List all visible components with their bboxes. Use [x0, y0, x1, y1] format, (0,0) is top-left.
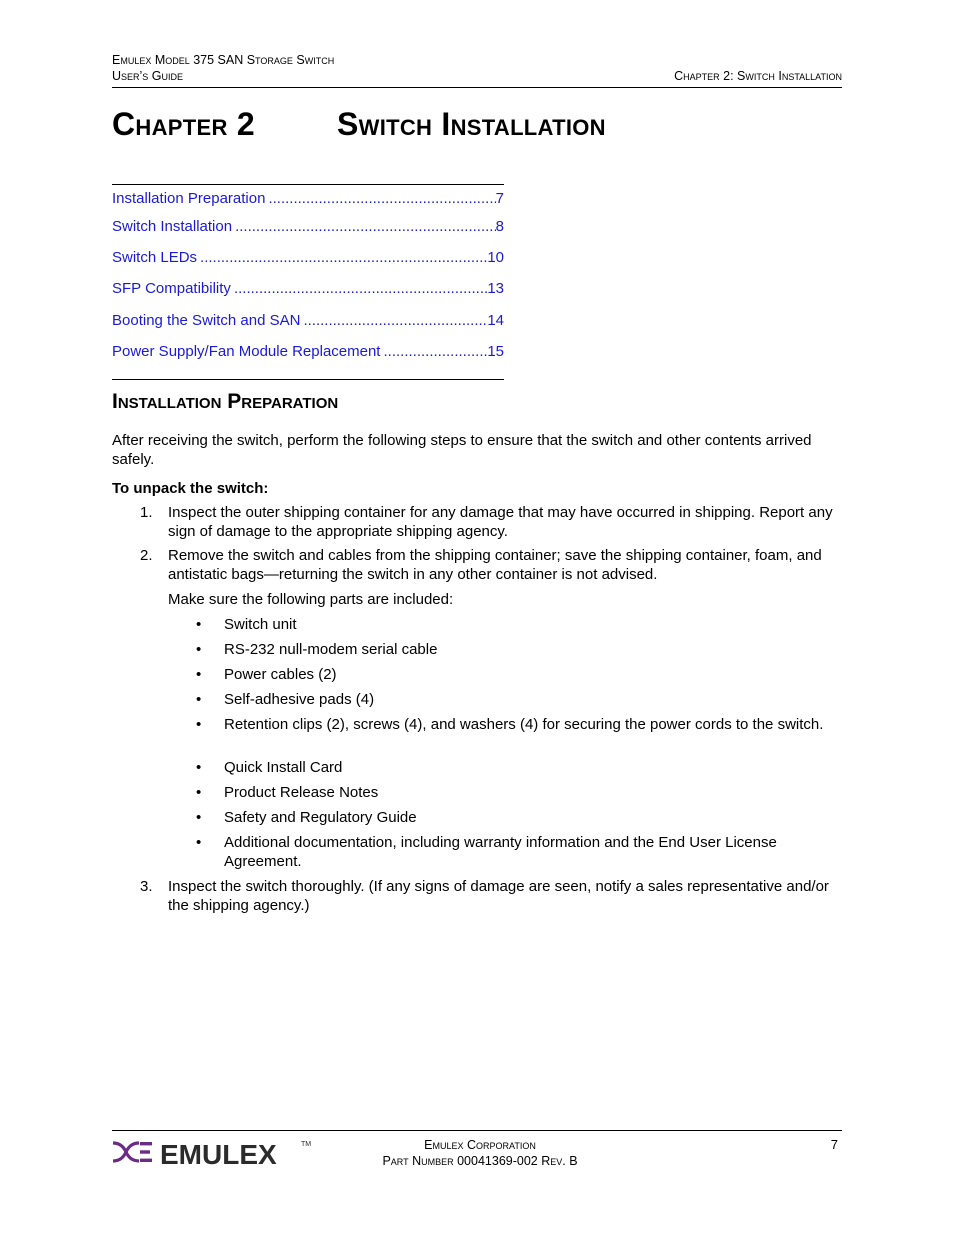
header-rule	[112, 87, 842, 88]
toc-entry-title[interactable]: SFP Compatibility	[112, 280, 231, 298]
parts-intro: Make sure the following parts are included:	[168, 591, 454, 608]
toc-leader-dots	[235, 217, 496, 236]
step-text: Inspect the switch thoroughly. (If any signs of damage are seen, notify a sales representative and/or the shipping agency.)	[168, 878, 829, 914]
procedure-step	[112, 503, 842, 541]
toc-entry-page[interactable]: 15	[487, 342, 504, 360]
toc-entry[interactable]	[112, 311, 504, 342]
bullet: •	[196, 809, 202, 826]
toc-leader-dots	[234, 279, 487, 298]
parts-list-item	[196, 833, 826, 871]
toc-entry[interactable]	[112, 217, 504, 248]
chapter-number: Chapter 2	[112, 106, 255, 142]
step-text: Remove the switch and cables from the shipping container; save the shipping container, foam, and antistatic bags—returning the switch in any other container is not advised.	[168, 547, 822, 583]
chapter-name: Switch Installation	[337, 106, 606, 142]
step-number: 2.	[140, 547, 153, 564]
logo-trademark: TM	[301, 1141, 312, 1148]
logo-wordmark: EMULEX	[160, 1139, 277, 1170]
toc-leader-dots	[303, 311, 487, 330]
parts-list-text: Safety and Regulatory Guide	[224, 809, 417, 826]
parts-list-text: Power cables (2)	[224, 666, 337, 683]
procedure-step	[112, 877, 842, 915]
parts-list-item	[196, 808, 826, 827]
footer-center	[320, 1137, 640, 1169]
step-text: Inspect the outer shipping container for any damage that may have occurred in shipping. Report any sign of damage to the appropriate shipping agency.	[168, 504, 833, 540]
running-header-right: Chapter 2: Switch Installation	[674, 69, 842, 83]
bullet: •	[196, 691, 202, 708]
procedure-step	[112, 546, 842, 584]
section-intro-paragraph: After receiving the switch, perform the following steps to ensure that the switch and other contents arrived safely.	[112, 432, 812, 468]
emulex-mark-icon	[113, 1142, 152, 1162]
page-number: 7	[830, 1137, 838, 1152]
header-guide-title: User’s Guide	[112, 69, 184, 83]
toc-entry-title[interactable]: Switch LEDs	[112, 249, 198, 267]
footer-part-number: Part Number 00041369-002 Rev. B	[382, 1154, 578, 1168]
parts-list-text: Product Release Notes	[224, 784, 379, 801]
toc-entry-page[interactable]: 8	[495, 218, 504, 235]
bullet: •	[196, 616, 202, 633]
toc-entry-title[interactable]: Switch Installation	[112, 218, 233, 235]
bullet: •	[196, 834, 202, 851]
toc-entry-title[interactable]: Installation Preparation	[112, 190, 266, 207]
toc-entry[interactable]	[112, 279, 504, 310]
parts-list-text: RS-232 null-modem serial cable	[224, 641, 438, 658]
toc-leader-dots	[200, 248, 487, 267]
toc-entry-page[interactable]: 14	[487, 311, 504, 329]
procedure-title: To unpack the switch:	[112, 480, 269, 497]
toc-leader-dots	[383, 342, 487, 361]
bullet: •	[196, 666, 202, 683]
bullet: •	[196, 759, 202, 776]
toc-entry-title[interactable]: Booting the Switch and SAN	[112, 311, 301, 329]
parts-list-item	[196, 690, 826, 709]
toc-entry[interactable]	[112, 342, 504, 373]
toc-entry-page[interactable]: 7	[495, 190, 504, 207]
toc-leader-dots	[268, 189, 495, 208]
header-product-title: Emulex Model 375 SAN Storage Switch	[112, 53, 335, 67]
parts-list-item	[196, 665, 826, 684]
parts-list-item	[196, 640, 826, 659]
parts-list-text: Switch unit	[224, 616, 297, 633]
emulex-logo	[112, 1134, 322, 1170]
parts-list-item	[196, 758, 826, 777]
toc-entry-page[interactable]: 13	[487, 280, 504, 298]
parts-list-text: Additional documentation, including warranty information and the End User License Agreement.	[224, 834, 777, 870]
section-heading: Installation Preparation	[112, 390, 339, 413]
toc-entry-page[interactable]: 10	[487, 249, 504, 267]
toc-entry-title[interactable]: Power Supply/Fan Module Replacement	[112, 342, 381, 360]
step-number: 1.	[140, 504, 153, 521]
bullet: •	[196, 716, 202, 733]
step-number: 3.	[140, 878, 153, 895]
parts-list-text: Quick Install Card	[224, 759, 343, 776]
parts-list-text: Retention clips (2), screws (4), and washers (4) for securing the power cords to the switch.	[224, 716, 824, 733]
bullet: •	[196, 641, 202, 658]
bullet: •	[196, 784, 202, 801]
parts-list-item	[196, 783, 826, 802]
toc-entry[interactable]	[112, 248, 504, 279]
chapter-title	[112, 106, 606, 143]
running-header-left	[112, 52, 334, 84]
footer-rule	[112, 1130, 842, 1131]
chapter-toc	[112, 184, 504, 380]
parts-list-text: Self-adhesive pads (4)	[224, 691, 375, 708]
parts-list-item	[196, 715, 826, 734]
toc-entry[interactable]	[112, 189, 504, 217]
parts-list-item	[196, 615, 826, 634]
footer-company: Emulex Corporation	[424, 1138, 536, 1152]
